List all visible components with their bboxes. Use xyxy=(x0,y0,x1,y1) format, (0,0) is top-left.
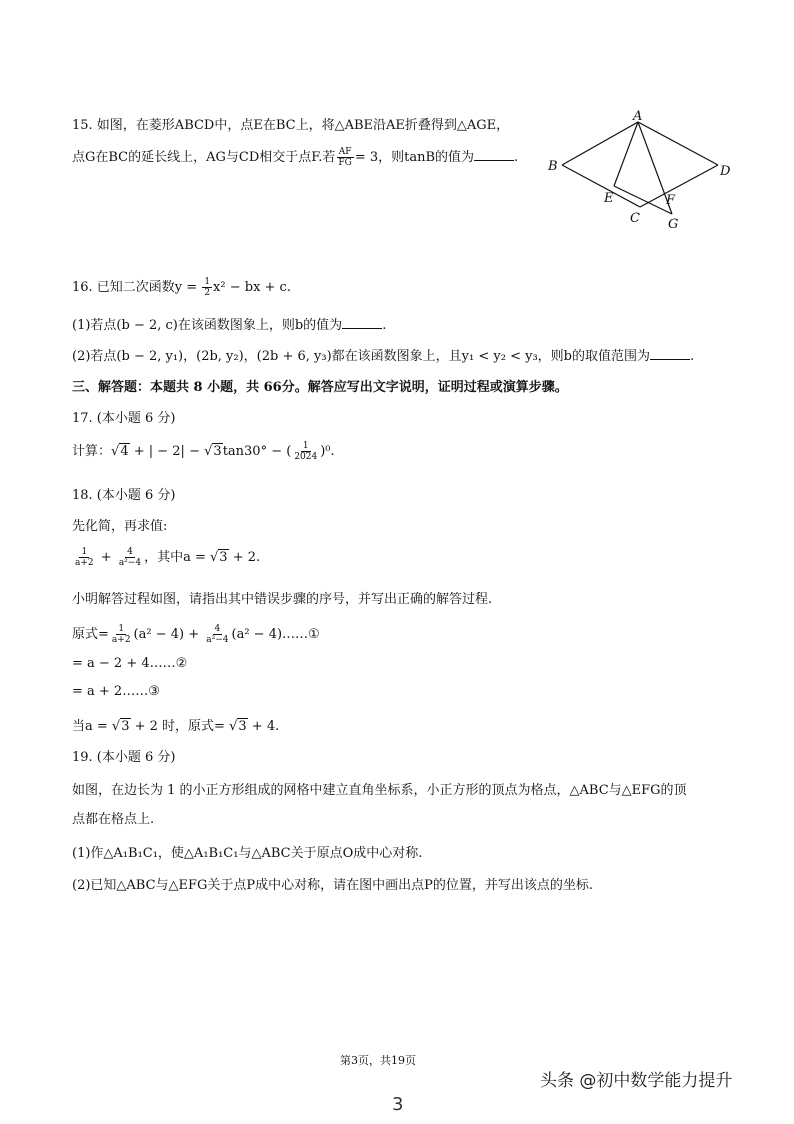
q17-expression: 计算：√4 + | − 2| − √3tan30° − ( $\frac{1}{2024}$ )⁰. xyxy=(72,441,335,462)
q18-tail: ，其中a = xyxy=(144,550,210,565)
label-F: F xyxy=(666,193,676,208)
q16-part2-b: . xyxy=(689,349,695,364)
label-E: E xyxy=(604,191,614,206)
q16-fraction xyxy=(202,277,212,298)
q18-frac2-den: a²−4 xyxy=(118,558,142,568)
q18-sqrt: 3 xyxy=(219,550,228,565)
q19-part1: (1)作△A₁B₁C₁，使△A₁B₁C₁与△ABC关于原点O成中心对称. xyxy=(72,846,423,861)
q15-frac-den: FG xyxy=(338,158,352,168)
q16-part2-blank xyxy=(650,347,690,360)
q17-fraction xyxy=(292,441,319,462)
q18-s4-c: + 4. xyxy=(247,719,280,734)
q16-part1-a: (1)若点(b − 2, c)在该函数图象上，则b的值为 xyxy=(72,318,343,333)
q17-frac-den: 2024 xyxy=(294,452,318,462)
q18-step3: = a + 2……③ xyxy=(72,684,160,699)
q18-title: 18. (本小题 6 分) xyxy=(72,488,176,503)
watermark: 头条 @初中数学能力提升 xyxy=(540,1071,733,1091)
section-3-heading: 三、解答题：本题共 8 小题，共 66分。解答应写出文字说明，证明过程或演算步骤。 xyxy=(72,380,568,395)
rhombus-figure xyxy=(540,110,740,235)
q16-part1-b: . xyxy=(382,318,387,333)
page-footer: 第3页，共19页 xyxy=(340,1054,416,1067)
q18-step2: = a − 2 + 4……② xyxy=(72,656,188,671)
q16-stem-b: x² − bx + c. xyxy=(213,280,291,295)
q18-frac1-num: 1 xyxy=(81,547,88,557)
q15-line2-a: 点G在BC的延长线上，AG与CD相交于点F.若 xyxy=(72,150,336,165)
q15-line2 xyxy=(72,146,518,168)
q18-s4-b: + 2 时，原式= xyxy=(130,719,230,734)
q19-title: 19. (本小题 6 分) xyxy=(72,750,176,765)
q18-frac1-den: a+2 xyxy=(75,558,94,568)
q15-line2-b: = 3，则tanB的值为 xyxy=(354,150,475,165)
q18-s4-sqrt2: 3 xyxy=(238,719,247,734)
q16-part2-a: (2)若点(b − 2, y₁)，(2b, y₂)，(2b + 6, y₃)都在该函数图象上，且y₁ < y₂ < y₃，则b的取值范围为 xyxy=(72,349,650,364)
q17-sqrt3: 3 xyxy=(213,444,222,459)
q18-plus: + xyxy=(96,550,116,565)
q18-s1-a: 原式= xyxy=(72,627,109,642)
q17-title: 17. (本小题 6 分) xyxy=(72,411,176,426)
q15-line2-c: . xyxy=(514,150,519,165)
q17-calc-c: tan30° − ( xyxy=(222,444,292,459)
q15-line1: 15. 如图，在菱形ABCD中，点E在BC上，将△ABE沿AE折叠得到△AGE， xyxy=(72,118,510,133)
q18-step1 xyxy=(72,623,320,645)
q18-step4: 当a = √3 + 2 时，原式= √3 + 4. xyxy=(72,719,280,734)
q16-stem-a: 16. 已知二次函数y = xyxy=(72,280,202,295)
q16-stem xyxy=(72,276,291,298)
label-B: B xyxy=(548,159,558,174)
q18-s1-frac1 xyxy=(110,624,133,645)
q19-part2: (2)已知△ABC与△EFG关于点P成中心对称，请在图中画出点P的位置，并写出该点的坐标. xyxy=(72,878,594,893)
q18-expression: $\frac{1}{a+2}$ + $\frac{4}{\text{a²−4}}$ ，其中a = √3 + 2. xyxy=(75,547,261,568)
label-G: G xyxy=(668,217,679,232)
q19-line1: 如图，在边长为 1 的小正方形组成的网格中建立直角坐标系，小正方形的顶点为格点，△ABC与△EFG的顶 xyxy=(72,783,687,798)
q16-frac-den: 2 xyxy=(204,288,211,298)
q18-frac2-num: 4 xyxy=(127,547,133,557)
q15-frac-num: AF xyxy=(338,147,352,157)
q18-s1-frac2 xyxy=(204,624,230,645)
q18-s1-frac1-num: 1 xyxy=(118,624,125,634)
q18-s1-frac1-den: a+2 xyxy=(111,635,131,645)
page-number: 3 xyxy=(392,1094,404,1115)
q15-answer-blank xyxy=(474,148,514,161)
q17-calc-a: 计算： xyxy=(72,444,112,459)
q17-sqrt4: 4 xyxy=(120,444,129,459)
q17-calc-b: + | − 2| − xyxy=(129,444,205,459)
q16-part2 xyxy=(72,345,694,364)
q16-part1-blank xyxy=(342,316,382,329)
q16-frac-num: 1 xyxy=(204,277,211,287)
q18-s1-frac2-den: a²−4 xyxy=(206,635,229,645)
q15-fraction xyxy=(336,147,353,168)
q18-description: 小明解答过程如图，请指出其中错误步骤的序号，并写出正确的解答过程. xyxy=(72,592,493,607)
q18-instruction: 先化简，再求值: xyxy=(72,519,168,534)
label-C: C xyxy=(630,211,640,226)
q18-end: + 2. xyxy=(228,550,261,565)
label-A: A xyxy=(633,110,643,124)
q18-frac2 xyxy=(117,547,143,568)
q18-s1-c: (a² − 4)……① xyxy=(231,627,320,642)
q18-s1-b: (a² − 4) + xyxy=(133,627,204,642)
q17-frac-num: 1 xyxy=(302,441,309,451)
q17-calc-d: )⁰. xyxy=(320,444,335,459)
q18-s4-a: 当a = xyxy=(72,719,112,734)
q18-s1-frac2-num: 4 xyxy=(214,624,221,634)
q18-frac1 xyxy=(73,547,96,568)
q18-s4-sqrt: 3 xyxy=(121,719,130,734)
q16-part1 xyxy=(72,314,386,333)
q19-line2: 点都在格点上. xyxy=(72,812,155,827)
label-D: D xyxy=(720,164,731,179)
